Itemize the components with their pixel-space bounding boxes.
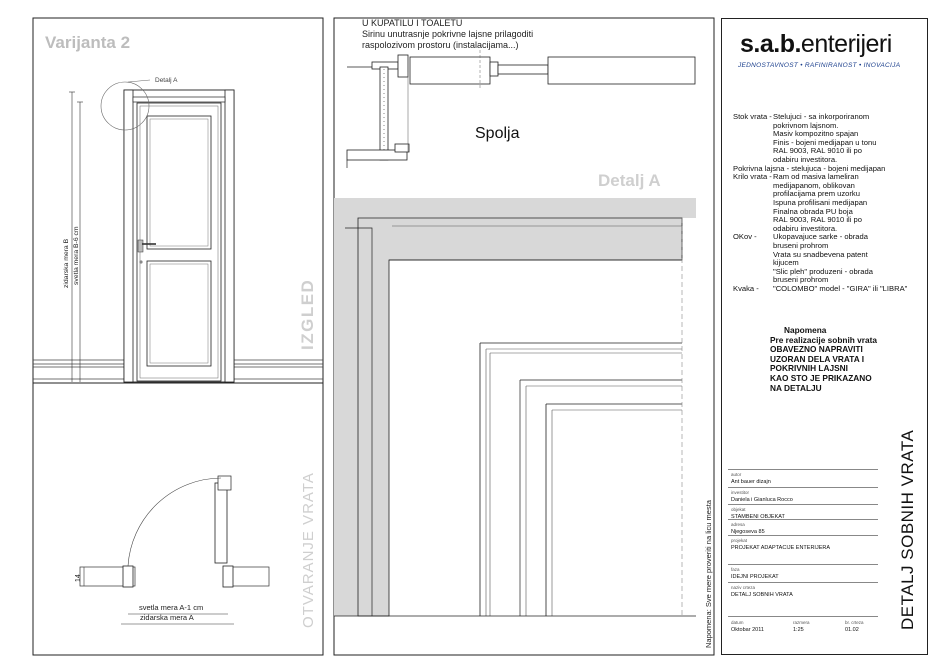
spec-row <box>733 285 913 294</box>
field-value: PROJEKAT ADAPTACIJE ENTERIJERA <box>731 544 831 551</box>
spec-value: RAL 9003, RAL 9010 ili po <box>773 146 862 156</box>
spec-value: kijucem <box>773 258 799 268</box>
spec-value: profilacijama prem uzorku <box>773 189 860 199</box>
dim-masonry-b: zidarska mera B <box>63 238 70 288</box>
bathroom-section-detail <box>347 50 695 168</box>
project-field <box>731 567 779 580</box>
spec-key <box>733 147 773 156</box>
realization-note <box>770 326 900 393</box>
project-field <box>731 522 765 535</box>
field-value: Njegoseva 85 <box>731 528 765 535</box>
spec-value: pokrivnom lajsnom. <box>773 120 839 130</box>
dim-clear-b: svetla mera B-6 cm <box>73 226 80 285</box>
dim-masonry-a: zidarska mera A <box>140 613 194 622</box>
spec-row <box>733 251 913 260</box>
spec-key <box>733 251 773 260</box>
field-value: Daniela i Gianluca Rocco <box>731 496 793 503</box>
spec-value: medijapanom, oblikovan <box>773 180 855 190</box>
note-line: KAO STO JE PRIKAZANO <box>770 372 872 383</box>
footer-divider <box>728 616 878 617</box>
project-field <box>731 472 771 485</box>
field-label: autor <box>731 472 742 477</box>
spec-value: Vrata su snadbevena patent <box>773 249 868 259</box>
spec-key <box>733 122 773 131</box>
spec-key <box>733 182 773 191</box>
field-label: objekat <box>731 507 746 512</box>
footer-value: Oktobar 2011 <box>731 626 764 633</box>
footer-label: br. crteza <box>845 620 864 625</box>
spec-value: bruseni prohrom <box>773 240 829 250</box>
spec-key: Kvaka - <box>733 283 759 293</box>
sheet-title-vertical: DETALJ SOBNIH VRATA <box>898 429 917 630</box>
field-divider <box>728 469 878 470</box>
footer-value: 1:25 <box>793 626 804 633</box>
project-field <box>731 538 830 551</box>
spec-value: "COLOMBO" model - "GIRA" ili "LIBRA" <box>773 283 908 293</box>
field-divider <box>728 519 878 520</box>
spec-key <box>733 139 773 148</box>
spec-key <box>733 259 773 268</box>
spec-key <box>733 242 773 251</box>
spec-value: Masiv kompozitno spajan <box>773 129 859 139</box>
footer-value: 01.02 <box>845 626 859 633</box>
field-label: naziv crteza <box>731 585 756 590</box>
note-line: OBAVEZNO NAPRAVITI <box>770 344 863 355</box>
elevation-label: IZGLED <box>298 278 317 350</box>
spec-value: Finis - bojeni medijapan u tonu <box>773 137 877 147</box>
company-tagline: JEDNOSTAVNOST • RAFINIRANOST • INOVACIJA <box>738 62 901 69</box>
field-divider <box>728 582 878 583</box>
note-line: NA DETALJU <box>770 382 822 393</box>
spec-value: "Slic pleh" produzeni - obrada <box>773 266 873 276</box>
field-value: IDEJNI PROJEKAT <box>731 573 779 580</box>
project-field <box>731 585 793 598</box>
dim-clear-a: svetla mera A-1 cm <box>139 603 204 612</box>
spec-value: Ispuna profilisani medijapan <box>773 197 868 207</box>
field-divider <box>728 504 878 505</box>
project-field <box>731 490 793 503</box>
spec-value: Ram od masiva lameliran <box>773 172 859 182</box>
variant-title: Varijanta 2 <box>45 33 131 52</box>
note-line: UZORAN DELA VRATA I <box>770 353 865 364</box>
field-value: STAMBENI OBJEKAT <box>731 513 785 520</box>
dim-14: 14 <box>75 574 82 582</box>
detail-a-title: Detalj A <box>598 171 661 190</box>
spec-key <box>733 130 773 139</box>
field-divider <box>728 535 878 536</box>
field-divider <box>728 564 878 565</box>
field-label: investitor <box>731 490 750 495</box>
spec-value: Ukopavajuce sarke - obrada <box>773 232 868 242</box>
note-line: POKRIVNIH LAJSNI <box>770 363 848 374</box>
detail-a-profile <box>334 198 696 616</box>
door-opening-plan <box>80 476 269 624</box>
outside-label: Spolja <box>475 125 520 142</box>
spec-value: Stelujuci - sa inkorporiranom <box>773 112 870 121</box>
center-panel-frame <box>334 18 714 655</box>
vertical-verify-note: Napomena: Sve mere proveriti na licu mesta <box>704 500 713 648</box>
spec-key: Stok vrata - <box>733 112 772 121</box>
detail-ref-label: Detalj A <box>155 77 178 84</box>
field-label: faza <box>731 567 740 572</box>
field-value: Ant bauer dizajn <box>731 478 771 485</box>
bathroom-note-1: Sirinu unutrasnje pokrivne lajsne prilagoditi <box>362 29 534 39</box>
footer-field <box>731 620 764 633</box>
spec-value: RAL 9003, RAL 9010 ili po <box>773 215 862 225</box>
spec-key <box>733 199 773 208</box>
company-logo: s.a.b.enterijeri <box>740 30 892 58</box>
footer-field <box>845 620 864 633</box>
spec-value: Finalna obrada PU boja <box>773 206 853 216</box>
opening-label: OTVARANJE VRATA <box>300 472 317 628</box>
bathroom-note-2: raspolozivom prostoru (instalacijama...) <box>362 40 519 50</box>
note-line: Pre realizacije sobnih vrata <box>770 334 877 345</box>
spec-key <box>733 190 773 199</box>
spec-key: OKov - <box>733 232 757 242</box>
spec-key <box>733 216 773 225</box>
spec-key <box>733 208 773 217</box>
spec-key: Krilo vrata - <box>733 172 772 182</box>
specification-list <box>733 113 913 293</box>
spec-key <box>733 268 773 277</box>
spec-value: bruseni prohrom <box>773 275 829 285</box>
footer-label: razmera <box>793 620 810 625</box>
bathroom-title: U KUPATILU I TOALETU <box>362 18 463 28</box>
spec-value: odabiru investitora. <box>773 154 838 164</box>
footer-label: datum <box>731 620 744 625</box>
field-divider <box>728 487 878 488</box>
field-label: adresa <box>731 522 745 527</box>
note-heading: Napomena <box>784 325 827 335</box>
spec-value: odabiru investitora. <box>773 223 838 233</box>
field-label: projekat <box>731 538 748 543</box>
spec-line: Pokrivna lajsna - stelujuca - bojeni medijapan <box>733 163 886 173</box>
field-value: DETALJ SOBNIH VRATA <box>731 591 793 598</box>
footer-field <box>793 620 810 633</box>
